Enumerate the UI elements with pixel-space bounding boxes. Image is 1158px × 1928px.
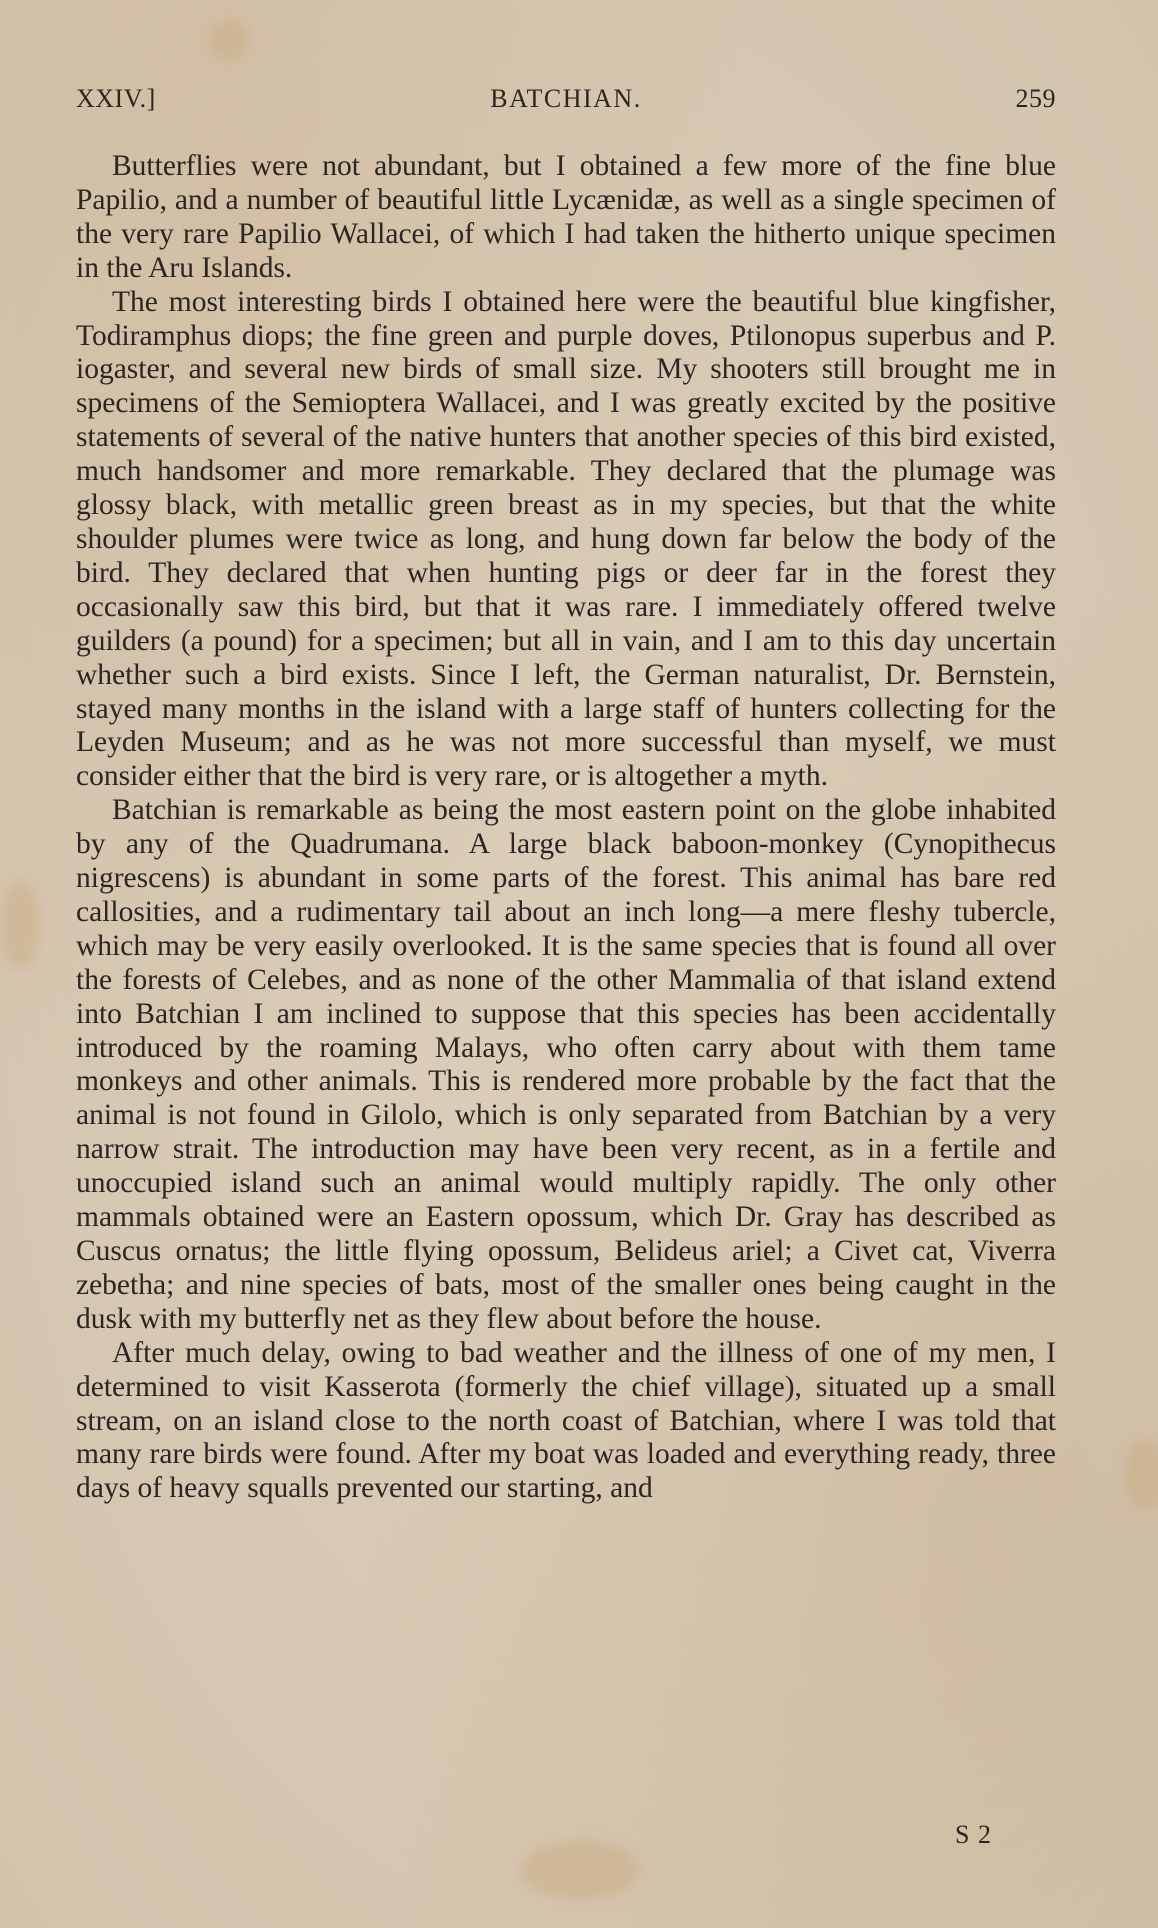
body-text — [76, 150, 1056, 1506]
paper-stain — [210, 20, 250, 60]
running-title: BATCHIAN. — [490, 84, 642, 113]
paragraph: Butterflies were not abundant, but I obtained a few more of the fine blue Papilio, and a number of beautiful little Lycænidæ, as well as a single specimen of the very rare Papilio Wallacei, of which I had taken the hitherto unique specimen in the Aru Islands. — [76, 150, 1056, 284]
signature-mark: S 2 — [955, 1820, 992, 1849]
paragraph: After much delay, owing to bad weather and the illness of one of my men, I determined to visit Kasserota (formerly the chief village), situated up a small stream, on an island close to the north coast of Batchian, where I was told that many rare birds were found. After my boat was loaded and everything ready, three days of heavy squalls prevented our starting, and — [76, 1336, 1056, 1505]
paper-stain — [1125, 1440, 1158, 1510]
paragraph: The most interesting birds I obtained here were the beautiful blue kingfisher, Todiramphus diops; the fine green and purple doves, Ptilonopus superbus and P. iogaster, and several new birds of small size. My shooters still brought me in specimens of the Semioptera Wallacei, and I was greatly excited by the positive statements of several of the native hunters that another species of this bird existed, much handsomer and more remarkable. They declared that the plumage was glossy black, with metallic green breast as in my species, but that the white shoulder plumes were twice as long, and hung down far below the body of the bird. They declared that when hunting pigs or deer far in the forest they occasionally saw this bird, but that it was rare. I immediately offered twelve guilders (a pound) for a specimen; but all in vain, and I am to this day uncertain whether such a bird exists. Since I left, the German naturalist, Dr. Bernstein, stayed many months in the island with a large staff of hunters collecting for the Leyden Museum; and as he was not more successful than myself, we must consider either that the bird is very rare, or is altogether a myth. — [76, 285, 1056, 793]
page-number: 259 — [1015, 84, 1056, 113]
paragraph: Batchian is remarkable as being the most eastern point on the globe inhabited by any of the Quadrumana. A large black baboon-monkey (Cynopithecus nigrescens) is abundant in some parts of the forest. This animal has bare red callosities, and a rudimentary tail about an inch long—a mere fleshy tubercle, which may be very easily overlooked. It is the same species that is found all over the forests of Celebes, and as none of the other Mammalia of that island extend into Batchian I am inclined to suppose that this species has been accidentally introduced by the roaming Malays, who often carry about with them tame monkeys and other animals. This is rendered more probable by the fact that the animal is not found in Gilolo, which is only separated from Batchian by a very narrow strait. The introduction may have been very recent, as in a fertile and unoccupied island such an animal would multiply rapidly. The only other mammals obtained were an Eastern opossum, which Dr. Gray has described as Cuscus ornatus; the little flying opossum, Belideus ariel; a Civet cat, Viverra zebetha; and nine species of bats, most of the smaller ones being caught in the dusk with my butterfly net as they flew about before the house. — [76, 794, 1056, 1335]
paper-stain — [0, 880, 40, 970]
chapter-number: XXIV.] — [76, 84, 156, 113]
paper-stain — [520, 1840, 640, 1900]
running-header — [76, 84, 1056, 124]
